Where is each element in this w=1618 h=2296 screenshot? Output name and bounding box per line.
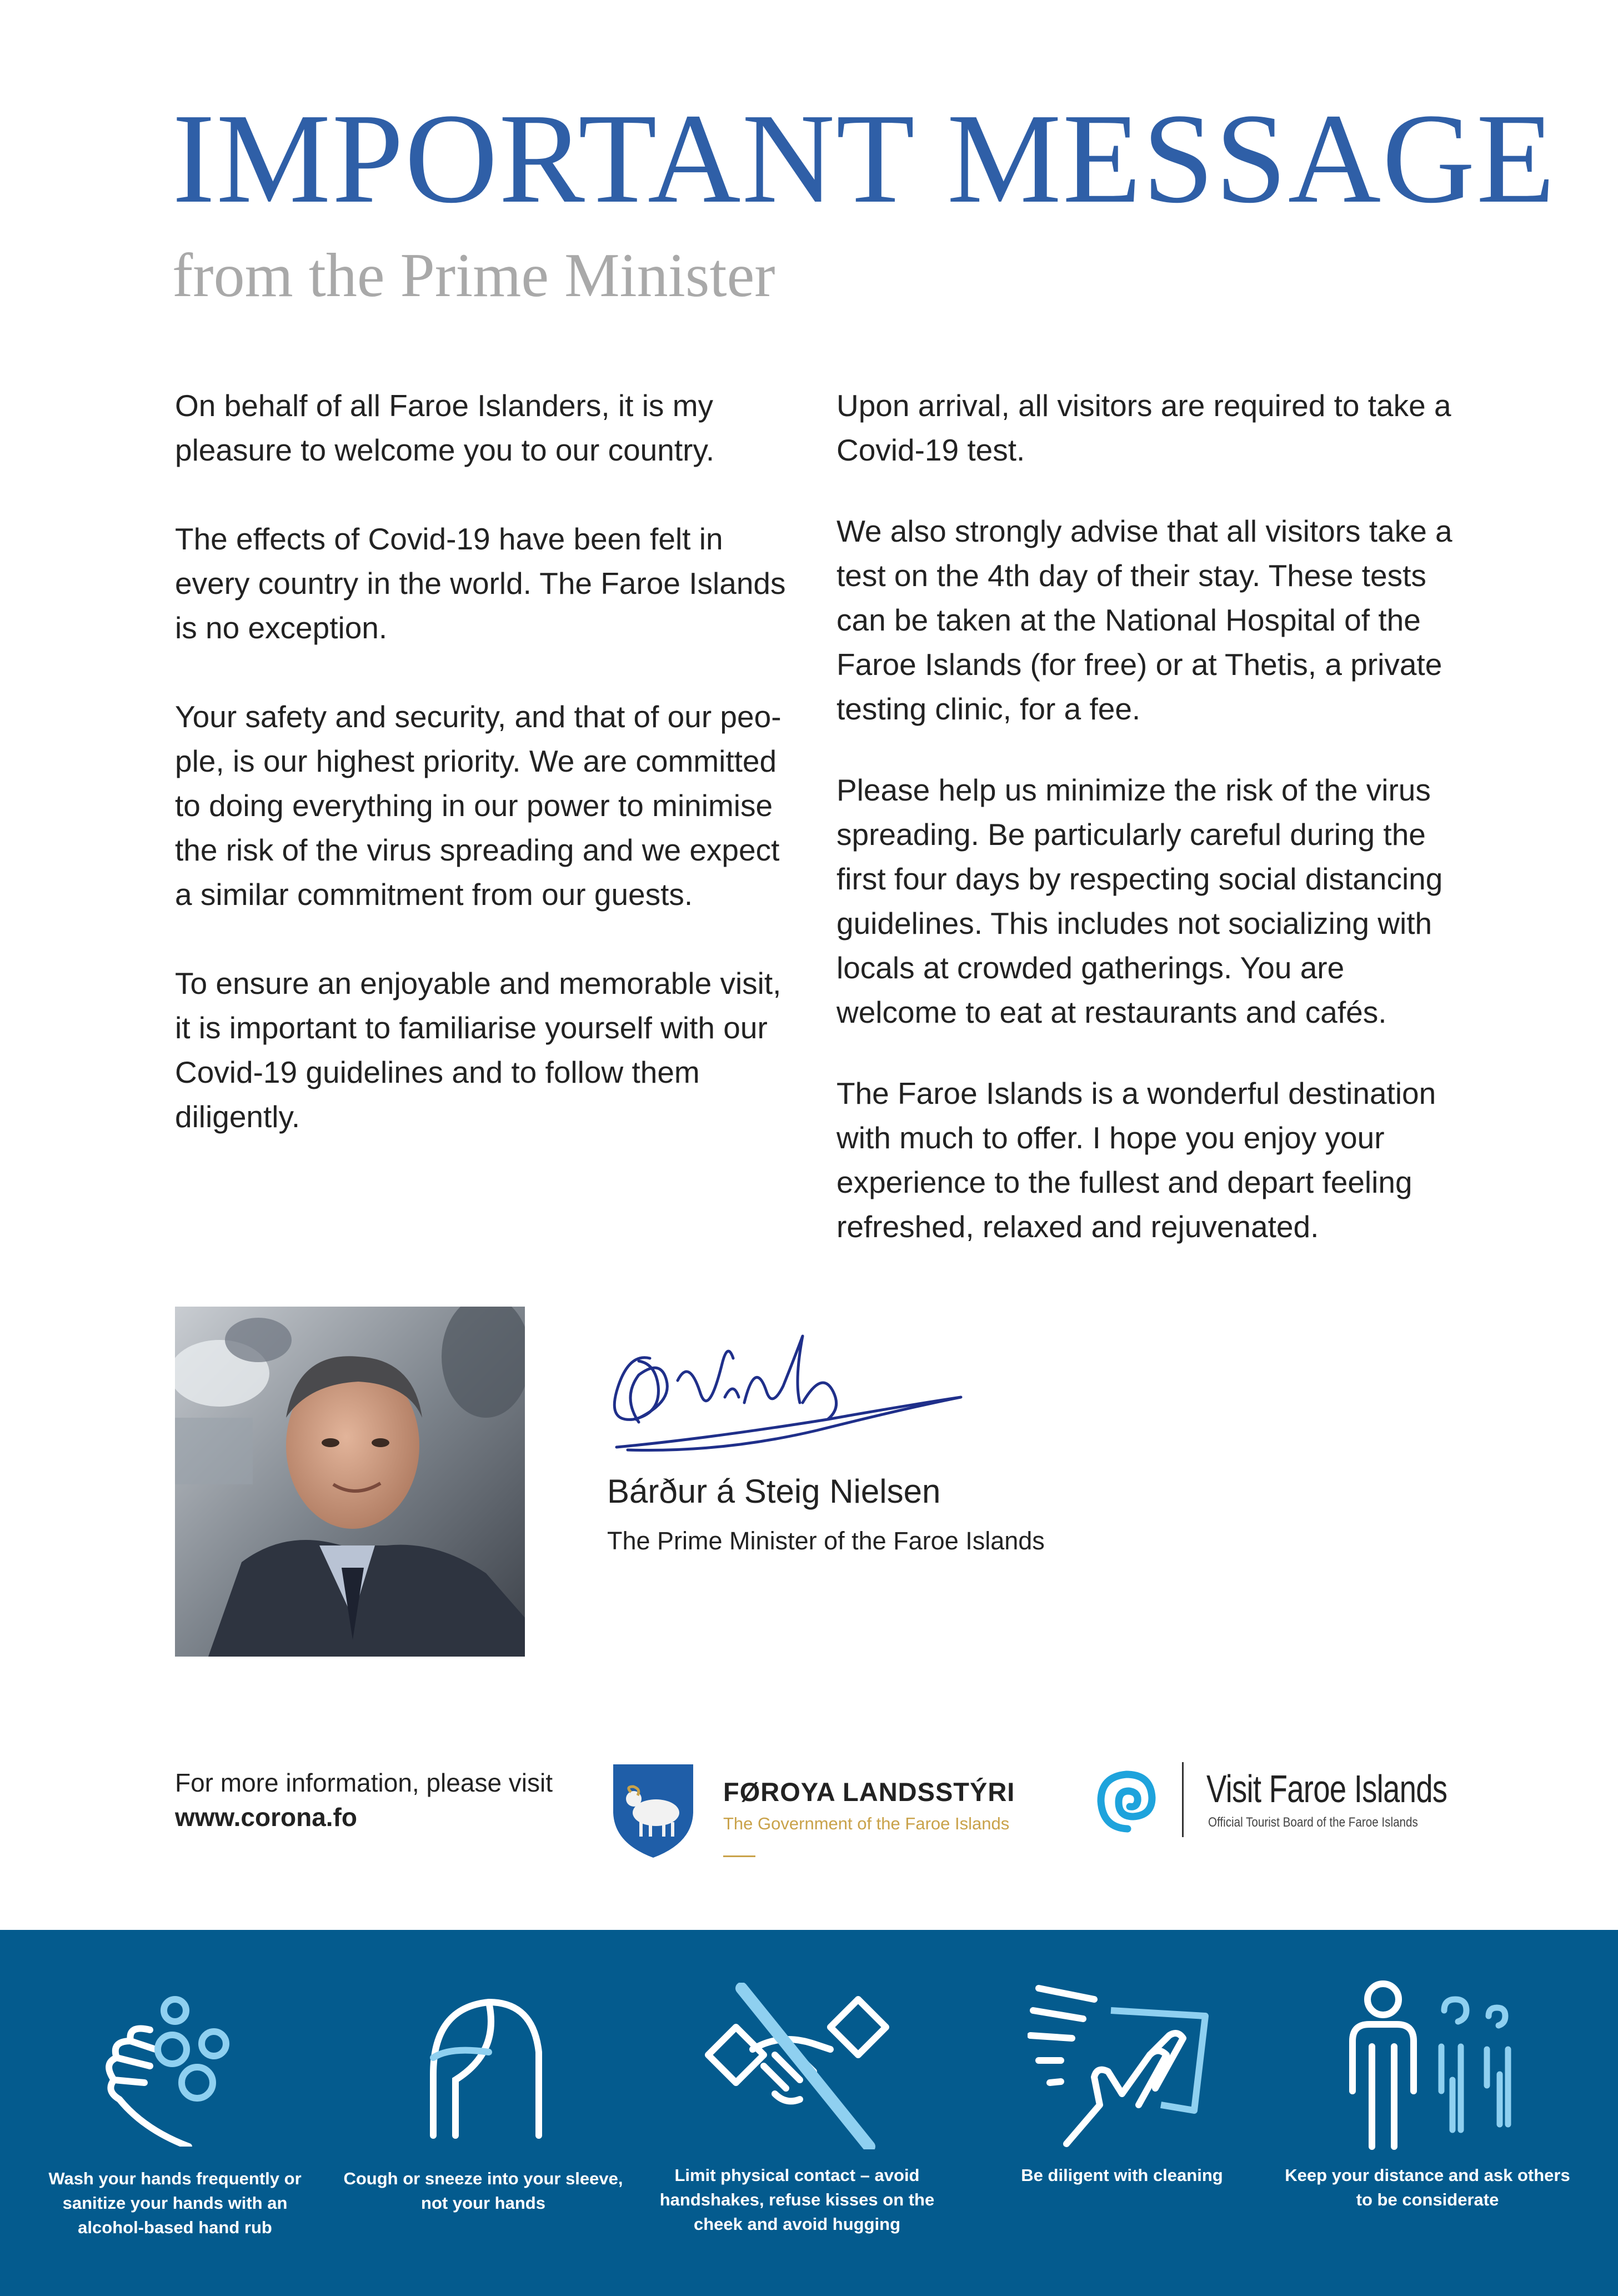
- guidelines-band: [0, 1930, 1618, 2296]
- more-info-link[interactable]: www.corona.fo: [175, 1803, 357, 1832]
- prime-minister-photo: [175, 1307, 525, 1657]
- letter-paragraph: The Faroe Islands is a wonderful destination with much to offer. I hope you enjoy your experience to the fullest and depart feeling refreshed, relaxed and rejuvenated.: [836, 1076, 1436, 1244]
- page-title: IMPORTANT MESSAGE: [172, 87, 1556, 230]
- letter-paragraph: Please help us minimize the risk of the virus spreading. Be particularly careful during the first four days by respecting social distancing guidelines. This includes not socializing with locals at crowded gatherings. You are welcome to eat at restaurants and cafés.: [836, 773, 1443, 1029]
- guideline-label: Keep your distance and ask others to be considerate: [1285, 2165, 1570, 2209]
- guideline-label: Cough or sneeze into your sleeve, not your hands: [343, 2169, 623, 2213]
- letter-paragraph: Upon arrival, all visitors are required to take a Covid-19 test.: [836, 388, 1451, 467]
- guideline-label: Be diligent with cleaning: [1021, 2165, 1223, 2185]
- logo-divider: [1182, 1762, 1184, 1837]
- sneeze-sleeve-icon: [417, 1985, 550, 2147]
- page-subtitle: from the Prime Minister: [172, 241, 775, 310]
- letter-paragraph: The effects of Covid-19 have been felt in every country in the world. The Faroe Islands is no exception.: [175, 522, 786, 645]
- cleaning-icon: [1028, 1983, 1216, 2149]
- distance-icon: [1341, 1980, 1519, 2152]
- government-crest-icon: [609, 1760, 698, 1860]
- visit-faroe-subtitle: Official Tourist Board of the Faroe Islands: [1208, 1815, 1418, 1830]
- more-info-label: For more information, please visit: [175, 1768, 553, 1797]
- visit-faroe-logo-icon: [1094, 1767, 1161, 1833]
- government-subtitle: The Government of the Faroe Islands: [723, 1814, 1010, 1833]
- signature: [594, 1325, 978, 1469]
- hand-wash-icon: [106, 1985, 250, 2147]
- government-name: FØROYA LANDSSTÝRI: [723, 1777, 1015, 1807]
- letter-paragraph: We also strongly advise that all visitors take a test on the 4th day of their stay. These tests can be taken at the National Hospital of the Faroe Islands (for free) or at Thetis, a private testing clinic, for a fee.: [836, 514, 1452, 726]
- visit-faroe-name: Visit Faroe Islands: [1206, 1767, 1447, 1810]
- letter-left-column: [175, 383, 786, 1183]
- guideline-label: Wash your hands frequently or sanitize your hands with an alcohol-based hand rub: [48, 2169, 302, 2237]
- signer-role: The Prime Minister of the Faroe Islands: [607, 1527, 1045, 1555]
- letter-right-column: [836, 383, 1453, 1285]
- more-info-text: [175, 1765, 564, 1834]
- signer-name: Bárður á Steig Nielsen: [607, 1473, 941, 1510]
- letter-paragraph: On behalf of all Faroe Islanders, it is my pleasure to welcome you to our country.: [175, 388, 715, 467]
- letter-paragraph: To ensure an enjoyable and memorable visit, it is important to familiarise yourself with our Covid-19 guidelines and to follow them diligently.: [175, 966, 782, 1134]
- no-handshake-icon: [703, 1983, 891, 2149]
- guideline-label: Limit physical contact – avoid handshakes, refuse kisses on the cheek and avoid hugging: [659, 2165, 935, 2234]
- gold-divider: [723, 1855, 755, 1857]
- letter-paragraph: Your safety and security, and that of our peo-ple, is our highest priority. We are committed to doing everything in our power to minimise the risk of the virus spreading and we expect a similar commitment from our guests.: [175, 699, 782, 912]
